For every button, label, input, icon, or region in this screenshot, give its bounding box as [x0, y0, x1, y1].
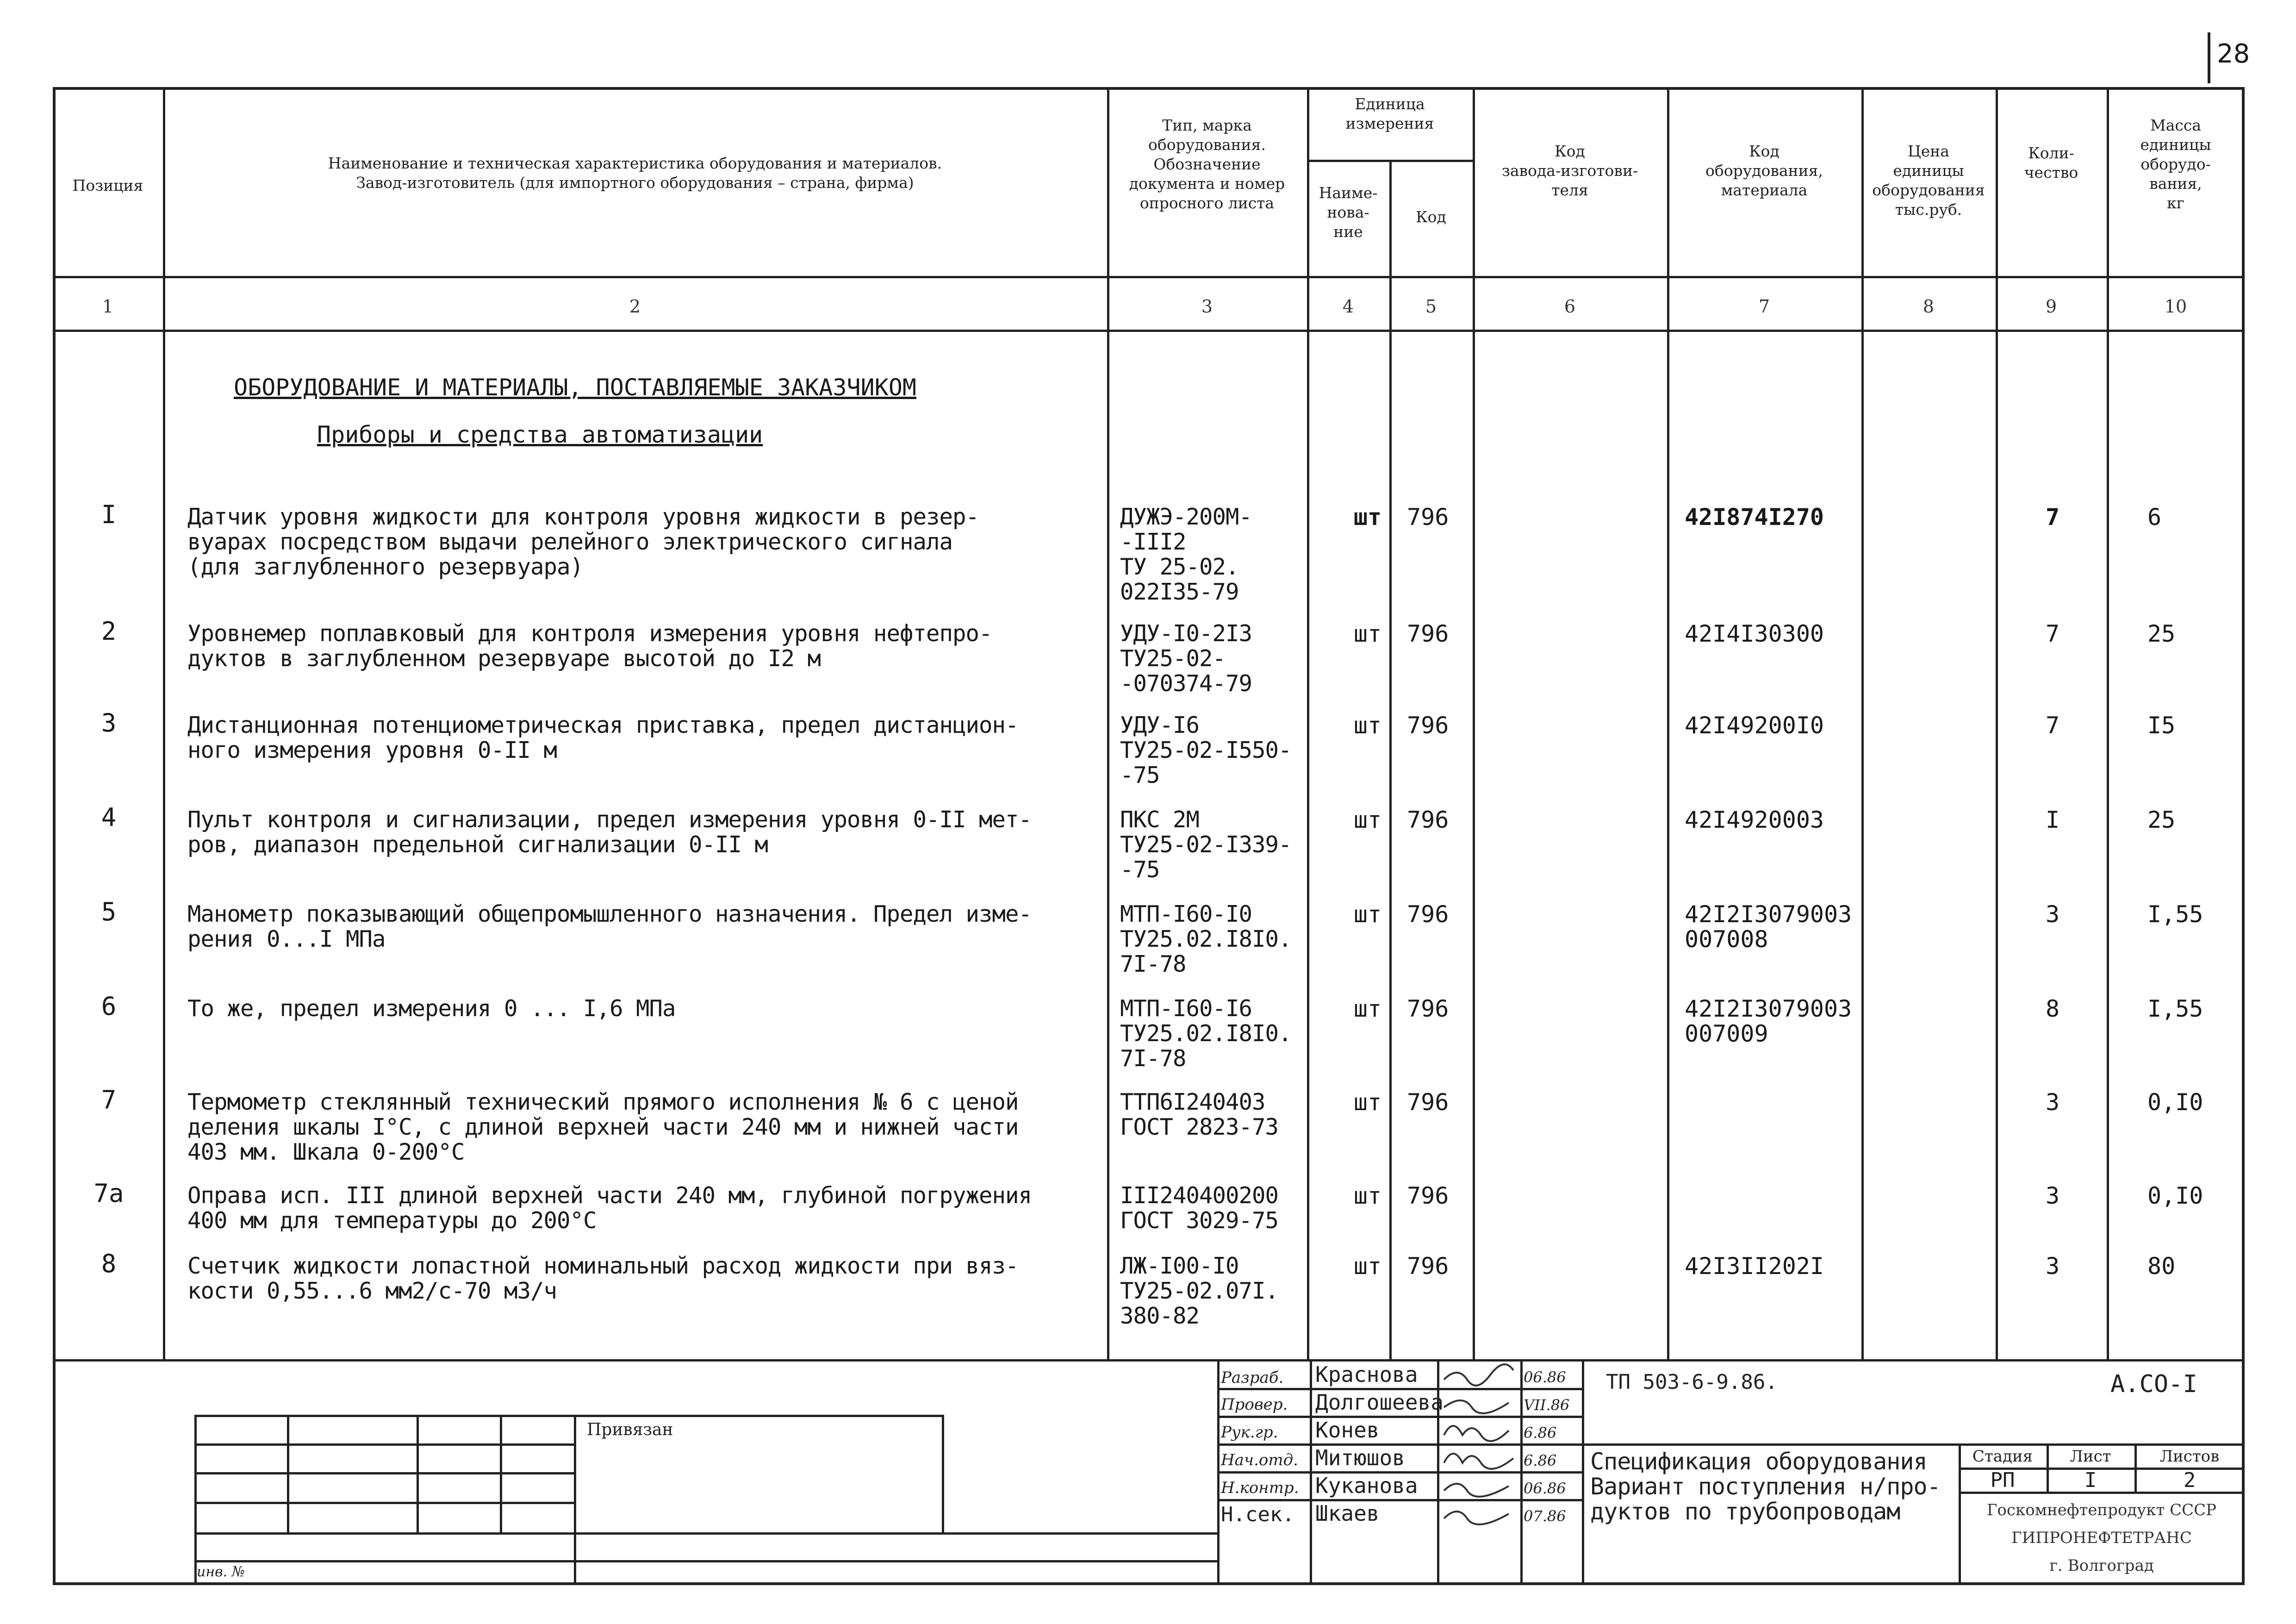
header-bottom-rule: [53, 276, 2245, 278]
header-type-line: оборудования.: [1148, 136, 1266, 154]
header-unit-group-line: Единица: [1355, 95, 1425, 113]
row-mat-code: 42I49200I0: [1685, 712, 1824, 739]
row-desc: Манометр показывающий общепромышленного назначения. Предел изме- рения 0...I МПа: [187, 901, 1032, 952]
row-mass: 25: [2147, 620, 2176, 647]
sheet-label: Лист: [2070, 1447, 2111, 1466]
col-number-2: 2: [629, 296, 641, 317]
bind-grid-rule: [194, 1560, 1217, 1562]
row-mass: 0,I0: [2147, 1089, 2203, 1116]
row-pos: 6: [101, 992, 117, 1021]
col-number-7: 7: [1758, 296, 1770, 317]
sign-date: 07.86: [1524, 1507, 1566, 1525]
subsection-title: Приборы и средства автоматизации: [317, 421, 763, 448]
col-rule-2: [1107, 87, 1109, 1360]
col-number-3: 3: [1201, 296, 1213, 317]
col-rule-1: [163, 87, 165, 1360]
sign-date: 6.86: [1524, 1452, 1557, 1469]
row-qty: 3: [2045, 1182, 2060, 1209]
section-title: ОБОРУДОВАНИЕ И МАТЕРИАЛЫ, ПОСТАВЛЯЕМЫЕ ЗАКАЗЧИКОМ: [234, 374, 917, 401]
bind-grid-rule: [574, 1415, 576, 1585]
col-number-9: 9: [2045, 296, 2057, 317]
sig-grid-rule: [1582, 1359, 1584, 1585]
sig-grid-rule: [1217, 1416, 1582, 1418]
row-pos: 8: [101, 1249, 117, 1278]
bind-grid-rule: [500, 1415, 502, 1532]
sign-date: 06.86: [1524, 1480, 1566, 1497]
header-unit-name: [1307, 183, 1389, 242]
project-code: ТП 503-6-9.86.: [1606, 1370, 1778, 1394]
col-rule-7: [1861, 87, 1864, 1360]
row-pos: 7: [101, 1085, 117, 1114]
header-unit-group: [1307, 94, 1473, 133]
sheet-number: 28: [2217, 39, 2250, 69]
header-mat-code-line: оборудования,: [1705, 162, 1823, 180]
sheets-value: 2: [2183, 1468, 2196, 1492]
signatures: [1439, 1361, 1518, 1528]
stage-value: РП: [1990, 1468, 2015, 1492]
header-maker-code-line: Код: [1555, 142, 1585, 160]
header-mat-code: [1667, 142, 1861, 200]
sheet-number-rule: [2208, 32, 2210, 83]
stage-label: Стадия: [1972, 1447, 2033, 1466]
row-type: УДУ-I0-2I3 ТУ25-02- -070374-79: [1120, 620, 1252, 697]
row-unit-code: 796: [1407, 620, 1449, 647]
signer-name: Шкаев: [1315, 1501, 1380, 1526]
header-type-line: Обозначение: [1153, 155, 1261, 173]
col-rule-9: [2107, 87, 2109, 1360]
row-mat-code: 42I2I3079003 007009: [1685, 995, 1852, 1047]
row-unit: шт: [1353, 1253, 1382, 1280]
row-unit: шт: [1353, 712, 1382, 739]
row-type: ПКС 2М ТУ25-02-I339- -75: [1120, 806, 1292, 883]
role-label: Нач.отд.: [1221, 1451, 1298, 1469]
sheet-value: I: [2084, 1468, 2097, 1492]
row-type: III240400200 ГОСТ 3029-75: [1120, 1182, 1279, 1234]
row-unit-code: 796: [1407, 504, 1449, 531]
header-maker-code: [1473, 142, 1667, 200]
row-desc: Пульт контроля и сигнализации, предел измерения уровня 0-II мет- ров, диапазон предельной сигнализации 0-II м: [187, 806, 1032, 858]
row-qty: 7: [2045, 504, 2060, 531]
header-name-line2: Завод-изготовитель (для импортного оборудования – страна, фирма): [356, 174, 914, 192]
role-label: Н.контр.: [1221, 1479, 1299, 1497]
row-type: ТТП6I240403 ГОСТ 2823-73: [1120, 1089, 1279, 1140]
header-qty-line: Коли-: [2028, 144, 2074, 162]
row-desc: Счетчик жидкости лопастной номинальный расход жидкости при вяз- кости 0,55...6 мм2/с-70 м3/ч: [187, 1253, 1019, 1304]
row-mat-code: 42I2I3079003 007008: [1685, 901, 1852, 953]
row-unit-code: 796: [1407, 1253, 1449, 1280]
table-bottom-rule: [53, 1359, 2245, 1362]
header-qty-line: чество: [2024, 163, 2078, 181]
row-type: МТП-I60-I0 ТУ25.02.I8I0. 7I-78: [1120, 901, 1292, 977]
row-qty: 3: [2045, 1253, 2060, 1280]
row-mat-code: 42I4920003: [1685, 806, 1824, 833]
header-mass-line: кг: [2167, 194, 2184, 212]
row-mat-code: 42I874I270: [1685, 504, 1824, 531]
header-unit-group-line: измерения: [1345, 114, 1434, 132]
row-mass: I,55: [2147, 901, 2203, 928]
row-unit-code: 796: [1407, 1089, 1449, 1116]
bind-grid-rule: [194, 1472, 574, 1474]
row-pos: 7а: [93, 1179, 124, 1208]
row-unit: шт: [1353, 504, 1382, 531]
sign-date: 06.86: [1524, 1368, 1566, 1386]
header-price-line: тыс.руб.: [1895, 200, 1962, 219]
row-unit-code: 796: [1407, 806, 1449, 833]
header-name: [163, 154, 1107, 193]
header-mass: [2107, 116, 2245, 213]
row-mass: 0,I0: [2147, 1182, 2203, 1209]
header-mass-line: единицы: [2140, 136, 2211, 154]
row-qty: 3: [2045, 1089, 2060, 1116]
header-unit-code: Код: [1416, 208, 1446, 226]
header-type-line: Тип, марка: [1162, 116, 1252, 134]
row-type: ЛЖ-I00-I0 ТУ25-02.07I. 380-82: [1120, 1253, 1279, 1329]
col-number-4: 4: [1342, 296, 1354, 317]
row-qty: I: [2045, 806, 2060, 833]
row-type: УДУ-I6 ТУ25-02-I550- -75: [1120, 712, 1292, 788]
inv-no-label: инв. №: [197, 1564, 245, 1580]
header-maker-code-line: теля: [1551, 181, 1588, 199]
row-pos: I: [101, 500, 117, 529]
row-unit-code: 796: [1407, 1182, 1449, 1209]
header-mat-code-line: материала: [1721, 181, 1808, 199]
row-qty: 7: [2045, 712, 2060, 739]
row-unit: шт: [1353, 995, 1382, 1022]
colnum-bottom-rule: [53, 330, 2245, 332]
header-unit-name-line: ние: [1333, 223, 1363, 241]
header-price-line: единицы: [1893, 162, 1964, 180]
row-desc: Дистанционная потенциометрическая приставка, предел дистанцион- ного измерения уровня 0-II м: [187, 712, 1019, 763]
header-mass-line: Масса: [2150, 116, 2202, 134]
signer-name: Митюшов: [1315, 1445, 1405, 1470]
row-unit-code: 796: [1407, 995, 1449, 1022]
col-rule-8: [1996, 87, 1998, 1360]
header-price: [1861, 142, 1996, 219]
col-rule-3: [1307, 87, 1309, 1360]
header-mat-code-line: Код: [1749, 142, 1780, 160]
row-unit-code: 796: [1407, 901, 1449, 928]
header-type-line: документа и номер: [1129, 175, 1285, 193]
bind-grid-rule: [194, 1443, 574, 1446]
header-mass-line: вания,: [2149, 175, 2202, 193]
col-number-6: 6: [1564, 296, 1576, 317]
row-desc: Уровнемер поплавковый для контроля измерения уровня нефтепро- дуктов в заглубленном резервуаре высотой до I2 м: [187, 620, 992, 672]
row-mass: 6: [2147, 504, 2162, 531]
doc-code: А.СО-I: [2110, 1370, 2197, 1398]
header-pos: Позиция: [72, 176, 143, 194]
row-pos: 4: [101, 803, 117, 832]
bind-grid-rule: [287, 1415, 289, 1532]
bind-grid-rule: [194, 1532, 1217, 1535]
header-unit-name-line: Наиме-: [1319, 184, 1378, 202]
row-pos: 2: [101, 617, 117, 646]
col-number-5: 5: [1425, 296, 1437, 317]
organization-line: ГИПРОНЕФТЕТРАНС: [2011, 1529, 2192, 1547]
organization-line: г. Волгоград: [2049, 1556, 2154, 1575]
row-unit: шт: [1353, 1089, 1382, 1116]
row-mass: I5: [2147, 712, 2176, 739]
signer-name: Долгошеева: [1315, 1390, 1444, 1415]
col-number-10: 10: [2164, 296, 2187, 317]
sig-grid-rule: [1217, 1499, 1582, 1501]
row-qty: 7: [2045, 620, 2060, 647]
doc-title: Спецификация оборудования Вариант поступления н/про- дуктов по трубопроводам: [1590, 1448, 1941, 1525]
row-pos: 3: [101, 708, 117, 737]
col-rule-5: [1473, 87, 1475, 1360]
header-unit-name-line: нова-: [1327, 203, 1369, 221]
col-rule-6: [1667, 87, 1669, 1360]
bind-grid-rule: [194, 1415, 197, 1585]
row-mass: I,55: [2147, 995, 2203, 1022]
row-mat-code: 42I4I30300: [1685, 620, 1824, 647]
sign-date: VII.86: [1524, 1396, 1570, 1414]
row-mass: 80: [2147, 1253, 2176, 1280]
row-unit-code: 796: [1407, 712, 1449, 739]
header-price-line: Цена: [1908, 142, 1949, 160]
row-mat-code: 42I3II202I: [1685, 1253, 1824, 1280]
role-label: Провер.: [1221, 1395, 1288, 1414]
role-label: Н.сек.: [1221, 1503, 1294, 1526]
row-pos: 5: [101, 897, 117, 926]
role-label: Разраб.: [1221, 1368, 1284, 1387]
header-price-line: оборудования: [1872, 181, 1985, 199]
row-unit: шт: [1353, 1182, 1382, 1209]
header-maker-code-line: завода-изготови-: [1501, 162, 1638, 180]
bind-grid-rule: [417, 1415, 419, 1532]
row-desc: Оправа исп. III длиной верхней части 240 мм, глубиной погружения 400 мм для температуры до 200°С: [187, 1182, 1032, 1234]
header-name-line1: Наименование и техническая характеристика оборудования и материалов.: [328, 154, 942, 172]
header-qty: [1996, 144, 2107, 182]
row-qty: 8: [2045, 995, 2060, 1022]
header-type: [1107, 116, 1307, 213]
row-type: ДУЖЭ-200М- -III2 ТУ 25-02. 022I35-79: [1120, 504, 1252, 605]
col-number-1: 1: [102, 296, 114, 317]
signer-name: Краснова: [1315, 1362, 1418, 1387]
row-type: МТП-I60-I6 ТУ25.02.I8I0. 7I-78: [1120, 995, 1292, 1072]
row-desc: Термометр стеклянный технический прямого исполнения № 6 с ценой деления шкалы I°С, с длиной верхней части 240 мм и нижней части 403 мм. Шкала 0-200°С: [187, 1089, 1019, 1165]
row-desc: Датчик уровня жидкости для контроля уровня жидкости в резер- вуарах посредством выдачи релейного электрического сигнала (для заглубленного резервуара): [187, 504, 979, 580]
privyazan-label: Привязан: [587, 1420, 673, 1439]
col-rule-4: [1389, 160, 1392, 1360]
row-unit: шт: [1353, 901, 1382, 928]
row-mass: 25: [2147, 806, 2176, 833]
role-label: Рук.гр.: [1221, 1423, 1278, 1442]
sheets-label: Листов: [2159, 1447, 2220, 1466]
bind-grid-rule: [942, 1415, 944, 1532]
bind-grid-rule: [194, 1415, 944, 1417]
header-type-line: опросного листа: [1139, 194, 1275, 212]
row-unit: шт: [1353, 620, 1382, 647]
row-desc: То же, предел измерения 0 ... I,6 МПа: [187, 995, 676, 1022]
header-mass-line: оборудо-: [2140, 155, 2211, 173]
col-number-8: 8: [1923, 296, 1935, 317]
signer-name: Конев: [1315, 1418, 1380, 1443]
bind-grid-rule: [194, 1502, 574, 1504]
row-unit: шт: [1353, 806, 1382, 833]
sign-date: 6.86: [1524, 1424, 1557, 1442]
signer-name: Куканова: [1315, 1473, 1418, 1498]
organization: [1959, 1496, 2245, 1580]
organization-line: Госкомнефтепродукт СССР: [1986, 1501, 2217, 1519]
row-qty: 3: [2045, 901, 2060, 928]
